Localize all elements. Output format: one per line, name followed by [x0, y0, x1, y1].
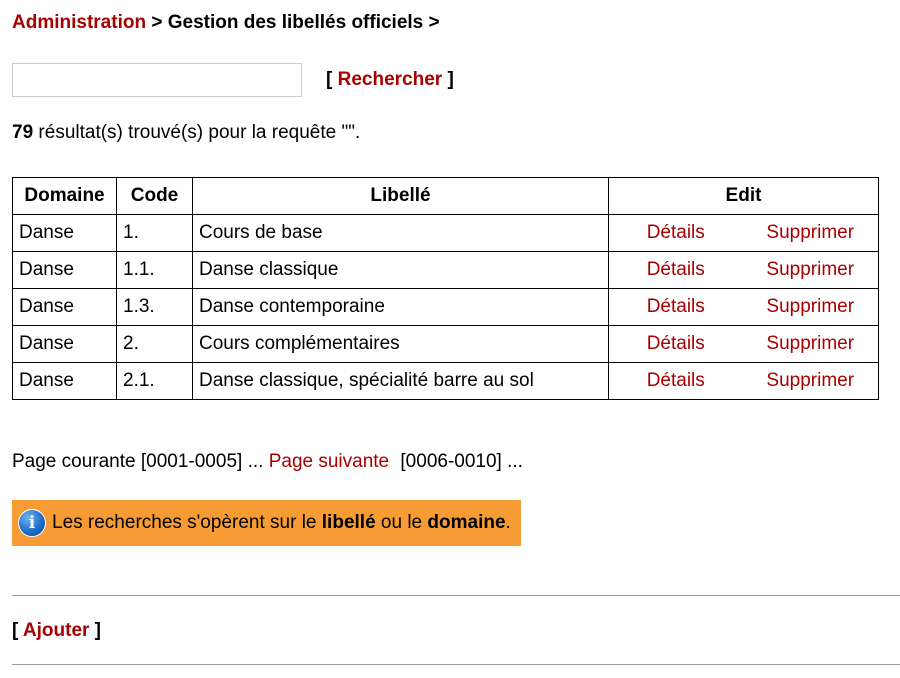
table-row: [13, 252, 879, 289]
cell-code: 1.3.: [117, 289, 193, 326]
cell-details: [609, 252, 743, 289]
results-summary: [12, 122, 360, 144]
breadcrumb-separator: >: [423, 12, 440, 33]
table-row: [13, 215, 879, 252]
details-link[interactable]: Détails: [646, 222, 705, 243]
cell-domaine: Danse: [13, 326, 117, 363]
table-row: [13, 326, 879, 363]
cell-supprimer: [743, 363, 879, 400]
cell-details: [609, 363, 743, 400]
search-button[interactable]: [326, 69, 454, 91]
bracket-open: [: [326, 69, 338, 90]
table-row: [13, 289, 879, 326]
cell-libelle: Danse classique: [193, 252, 609, 289]
info-text-part: .: [505, 512, 511, 533]
info-icon: i: [18, 509, 46, 537]
details-link[interactable]: Détails: [646, 370, 705, 391]
cell-supprimer: [743, 215, 879, 252]
divider: [12, 664, 900, 665]
add-link[interactable]: Ajouter: [22, 620, 90, 641]
info-text-part: ou le: [375, 512, 428, 533]
page-title: Gestion des libellés officiels: [167, 12, 424, 33]
cell-details: [609, 215, 743, 252]
table-row: [13, 363, 879, 400]
next-page-link[interactable]: Page suivante: [268, 451, 390, 472]
info-text-part: Les recherches s'opèrent sur le: [52, 512, 322, 533]
details-link[interactable]: Détails: [646, 259, 705, 280]
bracket-close: ]: [89, 620, 102, 641]
pagination-current: Page courante [0001-0005] ...: [12, 451, 264, 472]
pagination-next-range: [0006-0010] ...: [395, 451, 523, 472]
bracket-open: [: [12, 620, 23, 641]
cell-domaine: Danse: [13, 289, 117, 326]
divider: [12, 595, 900, 596]
column-header-code: Code: [117, 178, 193, 215]
breadcrumb-link-administration[interactable]: Administration: [12, 12, 147, 33]
table-header-row: [13, 178, 879, 215]
cell-domaine: Danse: [13, 215, 117, 252]
info-banner: [12, 500, 521, 546]
cell-details: [609, 289, 743, 326]
details-link[interactable]: Détails: [646, 296, 705, 317]
cell-code: 1.: [117, 215, 193, 252]
cell-libelle: Cours de base: [193, 215, 609, 252]
cell-domaine: Danse: [13, 363, 117, 400]
cell-code: 1.1.: [117, 252, 193, 289]
results-count: 79: [12, 122, 34, 143]
column-header-edit: Edit: [609, 178, 879, 215]
results-table: [12, 177, 879, 400]
details-link[interactable]: Détails: [646, 333, 705, 354]
cell-supprimer: [743, 289, 879, 326]
cell-libelle: Cours complémentaires: [193, 326, 609, 363]
results-text: résultat(s) trouvé(s) pour la requête "".: [33, 122, 361, 143]
cell-supprimer: [743, 326, 879, 363]
info-text: [52, 512, 511, 534]
search-input[interactable]: [12, 63, 302, 97]
column-header-domaine: Domaine: [13, 178, 117, 215]
cell-code: 2.: [117, 326, 193, 363]
cell-libelle: Danse classique, spécialité barre au sol: [193, 363, 609, 400]
info-keyword-domaine: domaine: [427, 512, 506, 533]
delete-link[interactable]: Supprimer: [766, 333, 855, 354]
pagination: [12, 451, 523, 473]
cell-libelle: Danse contemporaine: [193, 289, 609, 326]
delete-link[interactable]: Supprimer: [766, 259, 855, 280]
column-header-libelle: Libellé: [193, 178, 609, 215]
cell-supprimer: [743, 252, 879, 289]
cell-domaine: Danse: [13, 252, 117, 289]
delete-link[interactable]: Supprimer: [766, 296, 855, 317]
search-button-label[interactable]: Rechercher: [337, 69, 443, 90]
delete-link[interactable]: Supprimer: [766, 370, 855, 391]
search-bar: [12, 61, 454, 99]
cell-details: [609, 326, 743, 363]
breadcrumb: [12, 12, 440, 34]
cell-code: 2.1.: [117, 363, 193, 400]
bracket-close: ]: [442, 69, 454, 90]
breadcrumb-separator: >: [146, 12, 168, 33]
delete-link[interactable]: Supprimer: [766, 222, 855, 243]
info-keyword-libelle: libellé: [321, 512, 376, 533]
add-button[interactable]: [12, 620, 101, 642]
